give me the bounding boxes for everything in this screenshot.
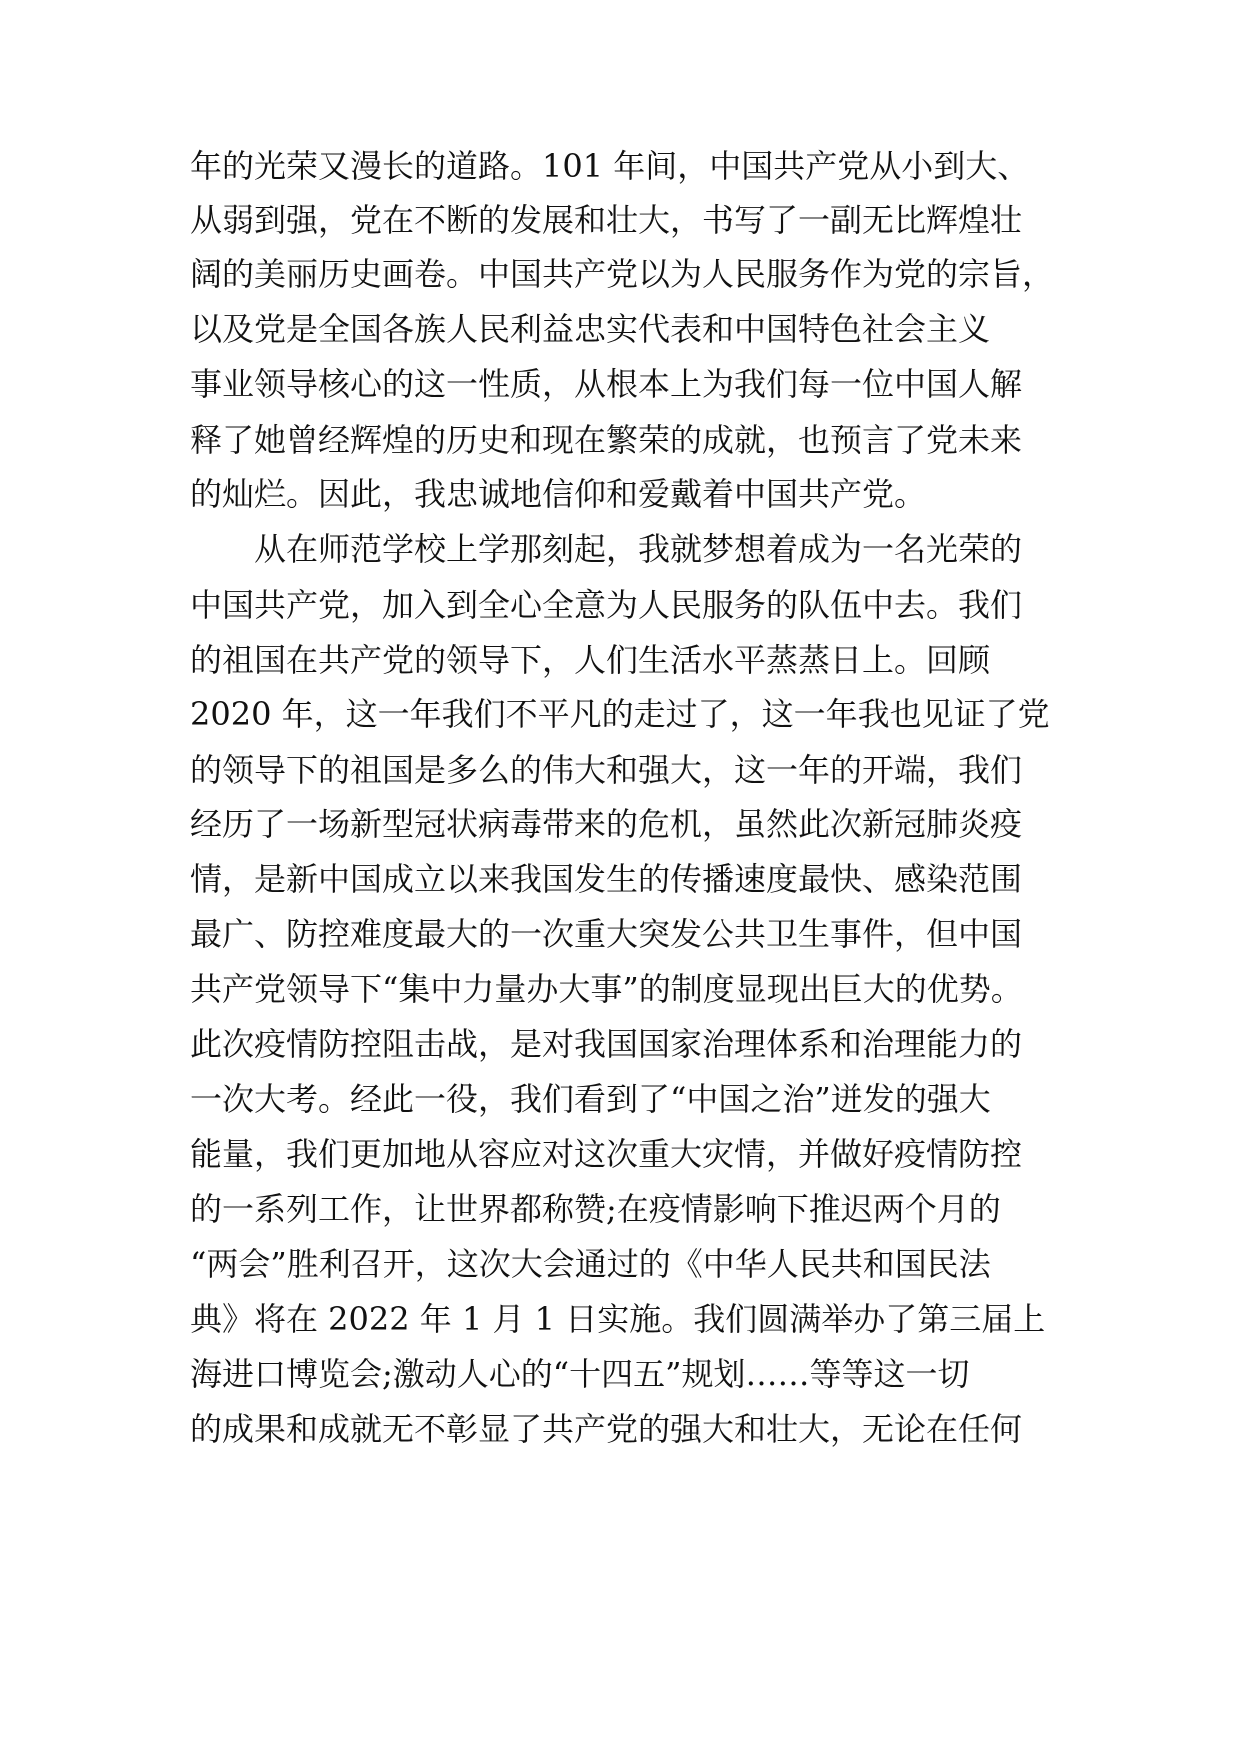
paragraph-first-line: 从在师范学校上学那刻起，我就梦想着成为一名光荣的 — [254, 530, 1023, 568]
text-line: 从弱到强，党在不断的发展和壮大，书写了一副无比辉煌壮 — [190, 201, 1023, 239]
text-line: 以及党是全国各族人民利益忠实代表和中国特色社会主义 — [190, 310, 991, 348]
text-line: 事业领导核心的这一性质，从根本上为我们每一位中国人解 — [190, 365, 1023, 403]
text-line: 2020 年，这一年我们不平凡的走过了，这一年我也见证了党 — [190, 695, 1050, 733]
text-line: 海进口博览会;激动人心的“十四五”规划……等等这一切 — [190, 1355, 970, 1393]
text-line: 的祖国在共产党的领导下，人们生活水平蒸蒸日上。回顾 — [190, 641, 991, 679]
text-line: 的灿烂。因此，我忠诚地信仰和爱戴着中国共产党。 — [190, 475, 927, 513]
text-line: 的成果和成就无不彰显了共产党的强大和壮大，无论在任何 — [190, 1410, 1023, 1448]
text-line: 的一系列工作，让世界都称赞;在疫情影响下推迟两个月的 — [190, 1190, 1001, 1228]
text-line: 典》将在 2022 年 1 月 1 日实施。我们圆满举办了第三届上 — [190, 1300, 1046, 1338]
text-line: 情，是新中国成立以来我国发生的传播速度最快、感染范围 — [190, 860, 1023, 898]
text-line: 共产党领导下“集中力量办大事”的制度显现出巨大的优势。 — [190, 970, 1023, 1008]
text-line: 释了她曾经辉煌的历史和现在繁荣的成就，也预言了党未来 — [190, 421, 1023, 459]
text-line: 经历了一场新型冠状病毒带来的危机，虽然此次新冠肺炎疫 — [190, 805, 1023, 843]
text-line: 年的光荣又漫长的道路。101 年间，中国共产党从小到大、 — [190, 147, 1030, 185]
text-line: 的领导下的祖国是多么的伟大和强大，这一年的开端，我们 — [190, 751, 1023, 789]
text-line: 中国共产党，加入到全心全意为人民服务的队伍中去。我们 — [190, 586, 1023, 624]
text-line: 此次疫情防控阻击战，是对我国国家治理体系和治理能力的 — [190, 1025, 1023, 1063]
text-line: 阔的美丽历史画卷。中国共产党以为人民服务作为党的宗旨， — [190, 255, 1055, 293]
text-line: 一次大考。经此一役，我们看到了“中国之治”迸发的强大 — [190, 1080, 991, 1118]
text-line: 能量，我们更加地从容应对这次重大灾情，并做好疫情防控 — [190, 1135, 1023, 1173]
text-line: “两会”胜利召开，这次大会通过的《中华人民共和国民法 — [190, 1245, 991, 1283]
text-line: 最广、防控难度最大的一次重大突发公共卫生事件，但中国 — [190, 915, 1023, 953]
